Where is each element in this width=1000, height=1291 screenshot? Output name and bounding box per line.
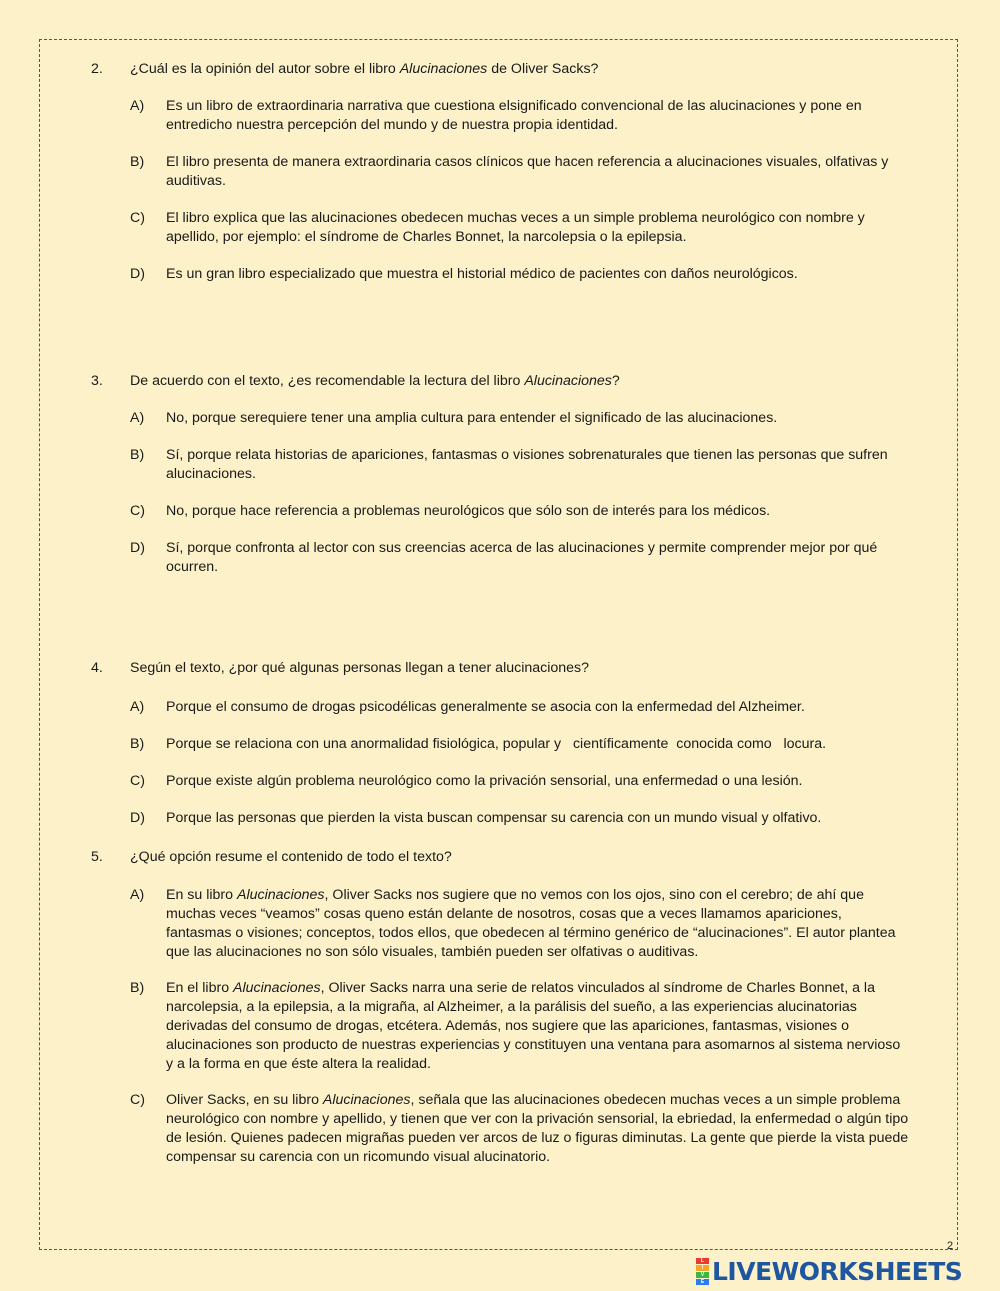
option-b[interactable] (130, 153, 911, 191)
option-c[interactable] (130, 502, 911, 521)
question-number: 4. (91, 660, 103, 676)
option-b[interactable] (130, 979, 911, 1074)
question-3 (91, 372, 911, 577)
question-4 (91, 659, 911, 828)
option-text: No, porque hace referencia a problemas neurológicos que sólo son de interés para los médicos. (166, 503, 771, 519)
option-d[interactable] (130, 809, 911, 828)
option-text: Porque se relaciona con una anormalidad fisiológica, popular y científicamente conocida como locura. (166, 736, 827, 752)
option-letter: C) (130, 773, 145, 789)
option-text: Sí, porque confronta al lector con sus creencias acerca de las alucinaciones y permite comprender mejor por qué ocurren. (166, 540, 878, 575)
option-a[interactable] (130, 698, 911, 717)
option-d[interactable] (130, 539, 911, 577)
option-c[interactable] (130, 209, 911, 247)
option-letter: D) (130, 810, 145, 826)
option-text: Es un gran libro especializado que muestra el historial médico de pacientes con daños neurológicos. (166, 266, 798, 282)
option-letter: B) (130, 447, 145, 463)
option-letter: B) (130, 736, 145, 752)
option-text: En el libro Alucinaciones, Oliver Sacks narra una serie de relatos vinculados al síndrome de Charles Bonnet, a la narcolepsia, a la epilepsia, a la migraña, al Alzheimer, a la parálisis del sueño, a las experiencias alucinatorias derivadas del consumo de drogas, etcétera. Además, nos sugiere que las apariciones, fantasmas, visiones o alucinaciones son producto de nuestras experiencias y constituyen una ventana para asomarnos al sistema nervioso y a la forma en que éste altera la realidad. (166, 980, 901, 1072)
option-text: En su libro Alucinaciones, Oliver Sacks nos sugiere que no vemos con los ojos, sino con el cerebro; de ahí que muchas veces “veamos” cosas queno están delante de nosotros, cosas que a veces llamamos apariciones, fantasmas o visiones; conceptos, todos ellos, que obedecen al término genérico de “alucinaciones”. El autor plantea que las alucinaciones no son sólo visuales, también pueden ser olfativas o auditivas. (166, 887, 896, 960)
option-letter: D) (130, 540, 145, 556)
option-letter: C) (130, 503, 145, 519)
option-letter: A) (130, 699, 145, 715)
option-c[interactable] (130, 772, 911, 791)
question-2 (91, 60, 911, 284)
option-b[interactable] (130, 446, 911, 484)
option-d[interactable] (130, 265, 911, 284)
option-text: Porque existe algún problema neurológico como la privación sensorial, una enfermedad o una lesión. (166, 773, 803, 789)
question-text: Según el texto, ¿por qué algunas personas llegan a tener alucinaciones? (130, 660, 590, 676)
option-letter: C) (130, 1092, 145, 1108)
option-text: No, porque serequiere tener una amplia cultura para entender el significado de las alucinaciones. (166, 410, 778, 426)
option-text: El libro explica que las alucinaciones obedecen muchas veces a un simple problema neurológico con nombre y apellido, por ejemplo: el síndrome de Charles Bonnet, la narcolepsia o la epilepsia. (166, 210, 865, 245)
option-letter: D) (130, 266, 145, 282)
page-number: 2 (947, 1240, 954, 1252)
question-number: 5. (91, 849, 103, 865)
option-text: Es un libro de extraordinaria narrativa que cuestiona elsignificado convencional de las alucinaciones y pone en entredicho nuestra percepción del mundo y de nuestra propia identidad. (166, 98, 862, 133)
question-number: 3. (91, 373, 103, 389)
liveworksheets-logo (696, 1257, 962, 1285)
question-text: De acuerdo con el texto, ¿es recomendable la lectura del libro Alucinaciones? (130, 373, 620, 389)
question-text: ¿Qué opción resume el contenido de todo el texto? (130, 849, 452, 865)
option-a[interactable] (130, 886, 911, 962)
option-a[interactable] (130, 97, 911, 135)
question-5 (91, 848, 911, 1167)
option-letter: A) (130, 98, 145, 114)
live-badge-icon: L I V E (696, 1258, 709, 1284)
option-text: Sí, porque relata historias de apariciones, fantasmas o visiones sobrenaturales que tienen las personas que sufren alucinaciones. (166, 447, 888, 482)
question-text: ¿Cuál es la opinión del autor sobre el libro Alucinaciones de Oliver Sacks? (130, 61, 599, 77)
logo-text: LIVEWORKSHEETS (712, 1256, 963, 1286)
option-letter: A) (130, 410, 145, 426)
option-text: Porque las personas que pierden la vista buscan compensar su carencia con un mundo visual y olfativo. (166, 810, 822, 826)
option-letter: B) (130, 980, 145, 996)
option-letter: C) (130, 210, 145, 226)
option-text: Porque el consumo de drogas psicodélicas generalmente se asocia con la enfermedad del Alzheimer. (166, 699, 805, 715)
option-letter: B) (130, 154, 145, 170)
option-a[interactable] (130, 409, 911, 428)
option-c[interactable] (130, 1091, 911, 1167)
option-text: El libro presenta de manera extraordinaria casos clínicos que hacen referencia a alucinaciones visuales, olfativas y auditivas. (166, 154, 889, 189)
question-number: 2. (91, 61, 103, 77)
option-letter: A) (130, 887, 145, 903)
option-text: Oliver Sacks, en su libro Alucinaciones, señala que las alucinaciones obedecen muchas veces a un simple problema neurológico con nombre y apellido, y tienen que ver con la privación sensorial, la ebriedad, la enfermedad o algún tipo de lesión. Quienes padecen migrañas pueden ver arcos de luz o figuras diminutas. La gente que pierde la vista puede compensar su carencia con un ricomundo visual alucinatorio. (166, 1092, 909, 1165)
option-b[interactable] (130, 735, 911, 754)
